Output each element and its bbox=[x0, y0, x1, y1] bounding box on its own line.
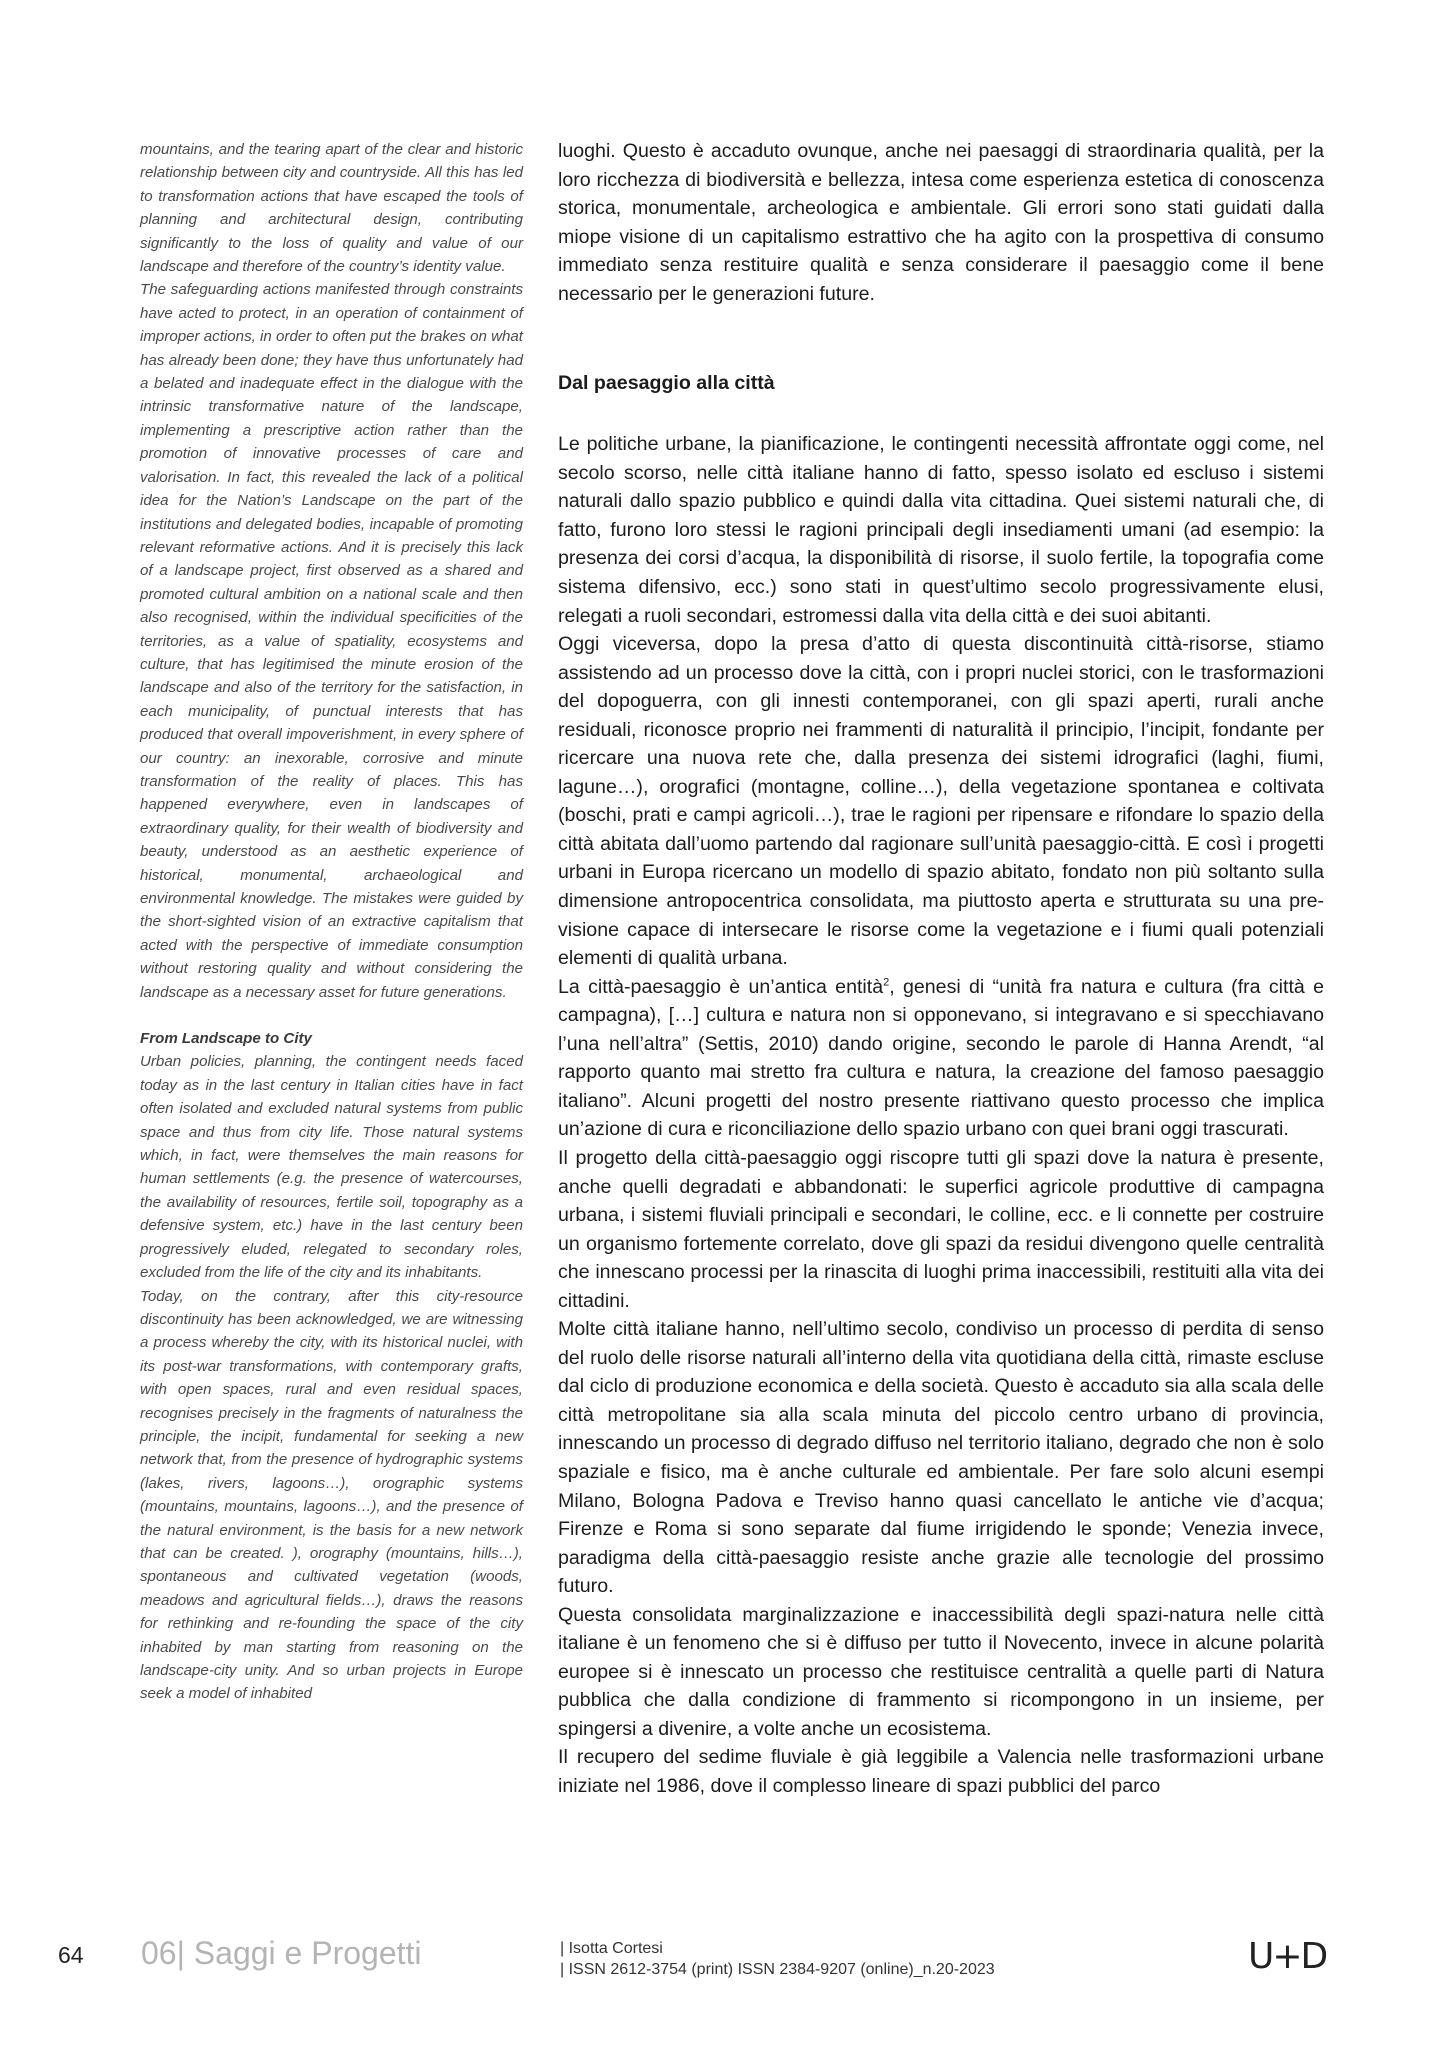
english-paragraph: mountains, and the tearing apart of the clear and historic relationship between city and countryside. All this has led to transformation actions that have escaped the tools of planning and architectural design, contributing significantly to the loss of quality and value of our landscape and therefore of the country’s identity value. bbox=[140, 141, 523, 276]
text-fragment: , genesi di “unità fra natura e cultura (fra città e campagna), […] cultura e natura non si opponevano, si integravano e si specchiavano l’una nell’altra” (Settis, 2010) dando origine, secondo le parole di Hanna Arendt, “al rapporto quanto mai stretto fra cultura e natura, la creazione del famoso paesaggio italiano”. Alcuni progetti del nostro presente riattivano questo processo che implica un’azione di cura e riconciliazione dello spazio urbano con quei brani oggi trascurati. bbox=[558, 975, 1324, 1141]
italian-column bbox=[558, 137, 1324, 1801]
english-paragraph: Urban policies, planning, the contingent needs faced today as in the last century in Italian cities have in fact often isolated and excluded natural systems from public space and thus from city life. Those natural systems which, in fact, were themselves the main reasons for human settlements (e.g. the presence of watercourses, the availability of resources, fertile soil, topography as a defensive system, etc.) have in the last century been progressively eluded, relegated to secondary roles, excluded from the life of the city and its inhabitants. bbox=[140, 1053, 523, 1282]
italian-section-heading: Dal paesaggio alla città bbox=[558, 372, 775, 395]
issn-line: | ISSN 2612-3754 (print) ISSN 2384-9207 (online)_n.20-2023 bbox=[560, 1961, 995, 1978]
footnote-marker[interactable]: 2 bbox=[883, 976, 890, 989]
text-fragment: La città-paesaggio è un’antica entità bbox=[558, 975, 884, 998]
english-column bbox=[140, 138, 523, 1706]
section-title: 06| Saggi e Progetti bbox=[141, 1935, 422, 1971]
italian-paragraph: Il progetto della città-paesaggio oggi riscopre tutti gli spazi dove la natura è presente, anche quelli degradati e abbandonati: le superfici agricole produttive di campagna urbana, i sistemi fluviali principali e secondari, le colline, ecc. e li connette per costruire un organismo fortemente correlato, dove gli spazi da residui divengono quelle centralità che innescano processi per la rinascita di luoghi prima inaccessibili, restituiti alla vita dei cittadini. bbox=[558, 1146, 1324, 1312]
italian-paragraph: Il recupero del sedime fluviale è già leggibile a Valencia nelle trasformazioni urbane iniziate nel 1986, dove il complesso lineare di spazi pubblici del parco bbox=[558, 1746, 1324, 1797]
italian-paragraph: Questa consolidata marginalizzazione e inaccessibilità degli spazi-natura nelle città italiane è un fenomeno che si è diffuso per tutto il Novecento, invece in alcune polarità europee si è innescato un processo che restituisce centralità a quelle parti di Natura pubblica che dalla condizione di frammento si ricompongono in un insieme, per spingersi a divenire, a volte anche un ecosistema. bbox=[558, 1603, 1324, 1740]
italian-paragraph: Oggi viceversa, dopo la presa d’atto di questa discontinuità città-risorse, stiamo assistendo ad un processo dove la città, con i propri nuclei storici, con le trasformazioni del dopoguerra, con gli innesti contemporanei, con gli spazi aperti, rurali anche residuali, riconosce proprio nei frammenti di naturalità il principio, l’incipit, fondante per ricercare una nuova rete che, dalla presenza dei sistemi idrografici (laghi, fiumi, lagune…), orografici (montagne, colline…), della vegetazione spontanea e coltivata (boschi, prati e campi agricoli…), trae le ragioni per ripensare e rifondare lo spazio della città abitata dall’uomo partendo dal ragionare sull’unità paesaggio-città. E così i progetti urbani in Europa ricercano un modello di spazio abitato, fondato non più soltanto sulla dimensione antropocentrica consolidata, ma piuttosto aperta e strutturata su una pre-visione capace di intersecare le risorse come la vegetazione e i fiumi quali potenziali elementi di qualità urbana. bbox=[558, 633, 1324, 970]
italian-paragraph bbox=[558, 973, 1324, 1144]
english-section-heading: From Landscape to City bbox=[140, 1030, 312, 1048]
journal-logo: U+D bbox=[1248, 1936, 1327, 1977]
italian-paragraph: Molte città italiane hanno, nell’ultimo secolo, condiviso un processo di perdita di senso del ruolo delle risorse naturali all’interno della vita quotidiana della città, rimaste escluse dal ciclo di produzione economica e della società. Questo è accaduto sia alla scala delle città metropolitane sia alla scala minuta del piccolo centro urbano di provincia, innescando un processo di degrado diffuso nel territorio italiano, degrado che non è solo spaziale e fisico, ma è anche culturale ed ambientale. Per fare solo alcuni esempi Milano, Bologna Padova e Treviso hanno quasi cancellato le antiche vie d’acqua; Firenze e Roma si sono separate dal fiume irrigidendo le sponde; Venezia invece, paradigma della città-paesaggio resiste anche grazie alle tecnologie del prossimo futuro. bbox=[558, 1318, 1324, 1598]
english-paragraph: The safeguarding actions manifested through constraints have acted to protect, in an operation of containment of improper actions, in order to often put the brakes on what has already been done; they have thus unfortunately had a belated and inadequate effect in the dialogue with the intrinsic transformative nature of the landscape, implementing a prescriptive action rather than the promotion of innovative processes of care and valorisation. In fact, this revealed the lack of a political idea for the Nation’s Landscape on the part of the institutions and delegated bodies, incapable of promoting relevant reformative actions. And it is precisely this lack of a landscape project, first observed as a shared and promoted cultural ambition on a national scale and then also recognised, within the individual specificities of the territories, as a value of spatiality, ecosystems and culture, that has legitimised the minute erosion of the landscape and also of the territory for the satisfaction, in each municipality, of punctual interests that has produced that overall impoverishment, in every sphere of our country: an inexorable, corrosive and minute transformation of the reality of places. This has happened everywhere, even in landscapes of extraordinary quality, for their wealth of biodiversity and beauty, understood as an aesthetic experience of historical, monumental, archaeological and environmental knowledge. The mistakes were guided by the short-sighted vision of an extractive capitalism that acted with the perspective of immediate consumption without restoring quality and without considering the landscape as a necessary asset for future generations. bbox=[140, 281, 523, 1001]
italian-paragraph-intro: luoghi. Questo è accaduto ovunque, anche nei paesaggi di straordinaria qualità, per la loro ricchezza di biodiversità e bellezza, intesa come esperienza estetica di conoscenza storica, monumentale, archeologica e ambientale. Gli errori sono stati guidati dalla miope visione di un capitalismo estrattivo che ha agito con la prospettiva di consumo immediato senza restituire qualità e senza considerare il paesaggio come il bene necessario per le generazioni future. bbox=[558, 140, 1324, 305]
author-line: | Isotta Cortesi bbox=[560, 1940, 663, 1957]
footer-meta bbox=[560, 1938, 995, 1980]
english-paragraph: Today, on the contrary, after this city-resource discontinuity has been acknowledged, we are witnessing a process whereby the city, with its historical nuclei, with its post-war transformations, with contemporary grafts, with open spaces, rural and even residual spaces, recognises precisely in the fragments of naturalness the principle, the incipit, fundamental for seeking a new network that, from the presence of hydrographic systems (lakes, rivers, lagoons…), orographic systems (mountains, mountains, lagoons…), and the presence of the natural environment, is the basis for a new network that can be created. ), orography (mountains, hills…), spontaneous and cultivated vegetation (woods, meadows and agricultural fields…), draws the reasons for rethinking and re-founding the space of the city inhabited by man starting from reasoning on the landscape-city unity. And so urban projects in Europe seek a model of inhabited bbox=[140, 1287, 523, 1703]
page-number: 64 bbox=[58, 1942, 84, 1968]
italian-paragraph: Le politiche urbane, la pianificazione, le contingenti necessità affrontate oggi come, nel secolo scorso, nelle città italiane hanno di fatto, spesso isolato ed escluso i sistemi naturali dallo spazio pubblico e quindi dalla vita cittadina. Quei sistemi naturali che, di fatto, furono loro stessi le ragioni principali degli insediamenti umani (ad esempio: la presenza dei corsi d’acqua, la disponibilità di risorse, il suolo fertile, la topografia come sistema difensivo, ecc.) sono stati in quest’ultimo secolo progressivamente elusi, relegati a ruoli secondari, estromessi dalla vita della città e dei suoi abitanti. bbox=[558, 433, 1324, 627]
